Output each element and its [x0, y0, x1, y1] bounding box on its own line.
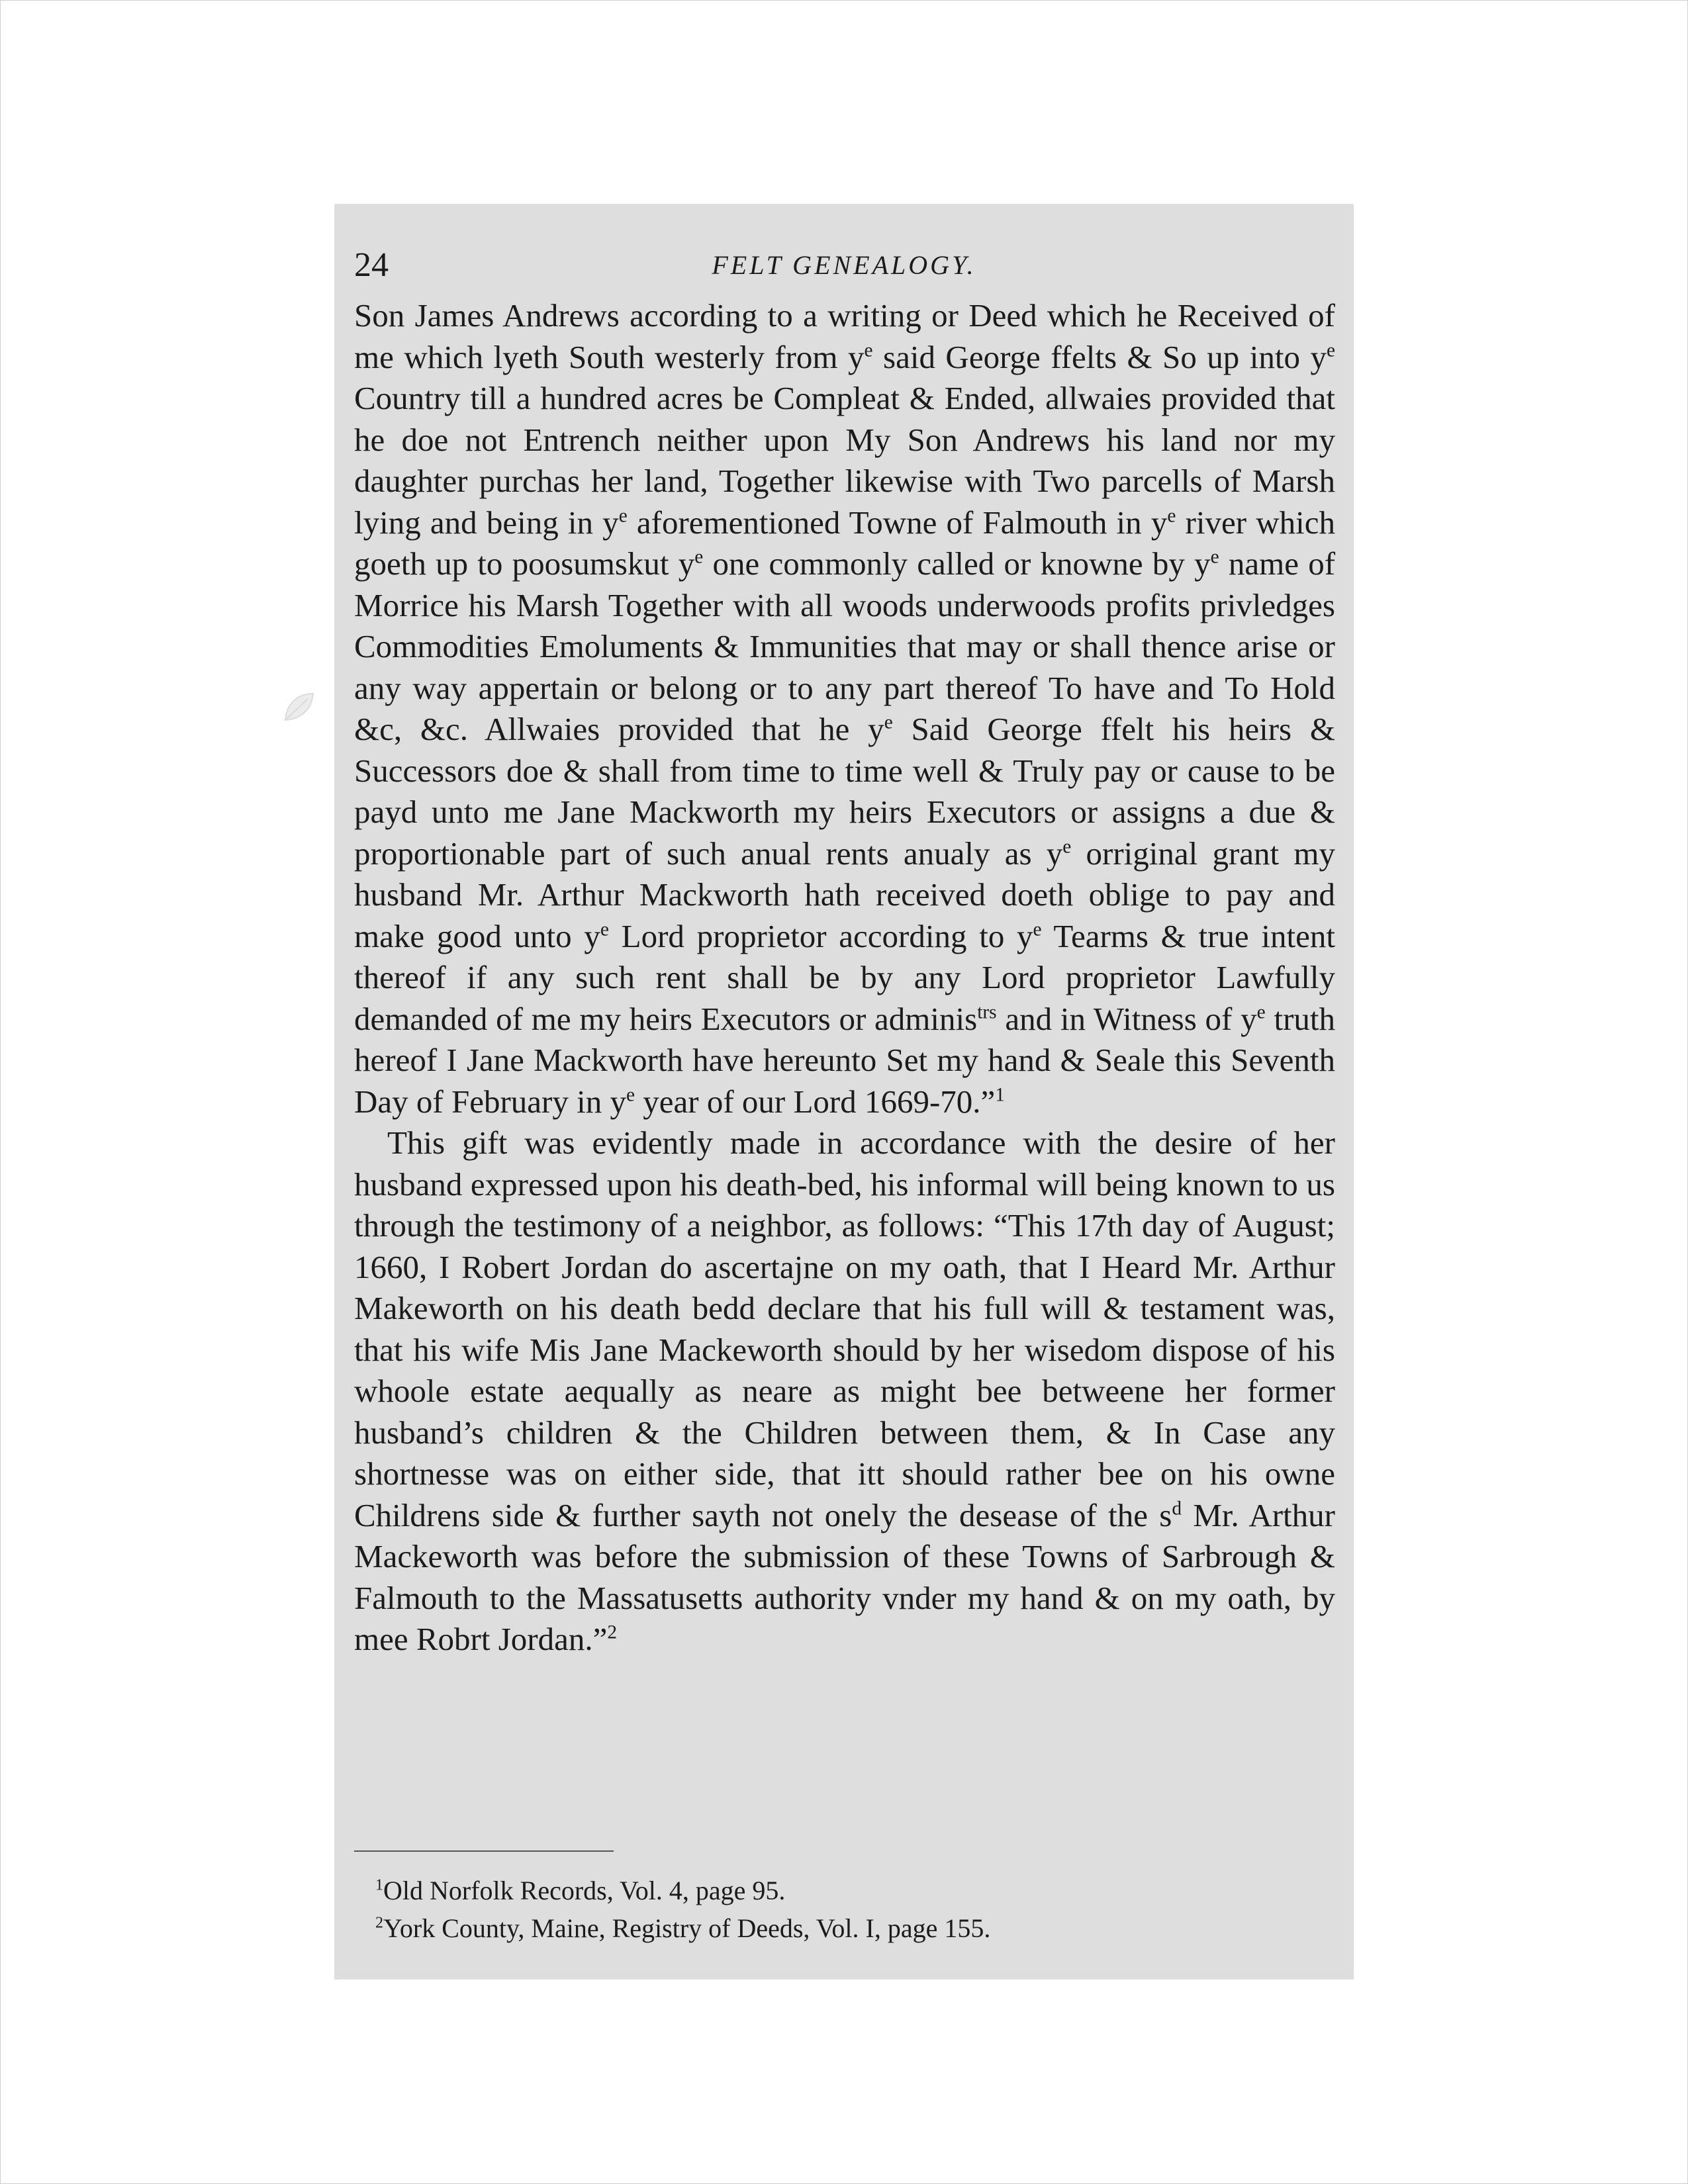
footnote-ref: 1: [995, 1084, 1005, 1106]
footnote: $^1$Old Norfolk Records, Vol. 4, page 95.: [375, 1876, 786, 1905]
footnote-ref: 2: [607, 1621, 618, 1643]
footnotes: [375, 1872, 1329, 1947]
page-header: [354, 242, 1334, 289]
page-number: 24: [354, 246, 389, 284]
paragraph: Son James Andrews according to a writing or Deed which he Received of me which lyeth South westerly from $y^e$ said George ffelts & So up into $y^e$ Country till a hundred acres be Compleat & Ended, allwaies provided that he doe not Entrench neither upon My Son Andrews his land nor my daughter purchas her land, Together likewise with Two parcells of Marsh lying and being in $y^e$ aforementioned Towne of Falmouth in $y^e$ river which goeth up to poosumskut $y^e$ one commonly called or knowne by $y^e$ name of Morrice his Marsh Together with all woods underwoods profits privledges Commodities Emoluments & Immunities that may or shall thence arise or any way appertain or belong or to any part thereof To have and To Hold &c, &c. Allwaies provided that he $y^e$ Said George ffelt his heirs & Successors doe & shall from time to time well & Truly pay or cause to be payd unto me Jane Mackworth my heirs Executors or assigns a due & proportionable part of such anual rents anualy as $y^e$ orriginal grant my husband Mr. Arthur Mackworth hath received doeth oblige to pay and make good unto $y^e$ Lord proprietor according to $y^e$ Tearms & true intent thereof if any such rent shall be by any Lord proprietor Lawfully demanded of me my heirs Executors or adminis$^{trs}$ and in Witness of $y^e$ truth hereof I Jane Mackworth have hereunto Set my hand & Seale this Seventh Day of February in $y^e$ year of our Lord 1669-70.”$^1$: [354, 297, 1336, 1120]
paragraph: This gift was evidently made in accordance with the desire of her husband expressed upon his death-bed, his informal will being known to us through the testimony of a neighbor, as follows: “This 17th day of August; 1660, I Robert Jordan do ascertajne on my oath, that I Heard Mr. Arthur Makeworth on his death bedd declare that his full will & testament was, that his wife Mis Jane Mackeworth should by her wisedom dispose of his whoole estate aequally as neare as might bee betweene her former husband’s children & the Children between them, & In Case any shortnesse was on either side, that itt should rather bee on his owne Childrens side & further sayth not onely the desease of the $s^d$ Mr. Arthur Mackeworth was before the submission of these Towns of Sarbrough & Falmouth to the Massatusetts authority vnder my hand & on my oath, by mee Robrt Jordan.”$^2$: [354, 1124, 1335, 1657]
running-title: FELT GENEALOGY.: [712, 250, 976, 280]
leaf-icon: [280, 688, 317, 725]
footnote: $^2$York County, Maine, Registry of Deeds, Vol. I, page 155.: [375, 1913, 991, 1943]
footnote-divider: [354, 1850, 614, 1852]
body-text: [354, 295, 1335, 1661]
scanned-page: [334, 204, 1354, 1979]
